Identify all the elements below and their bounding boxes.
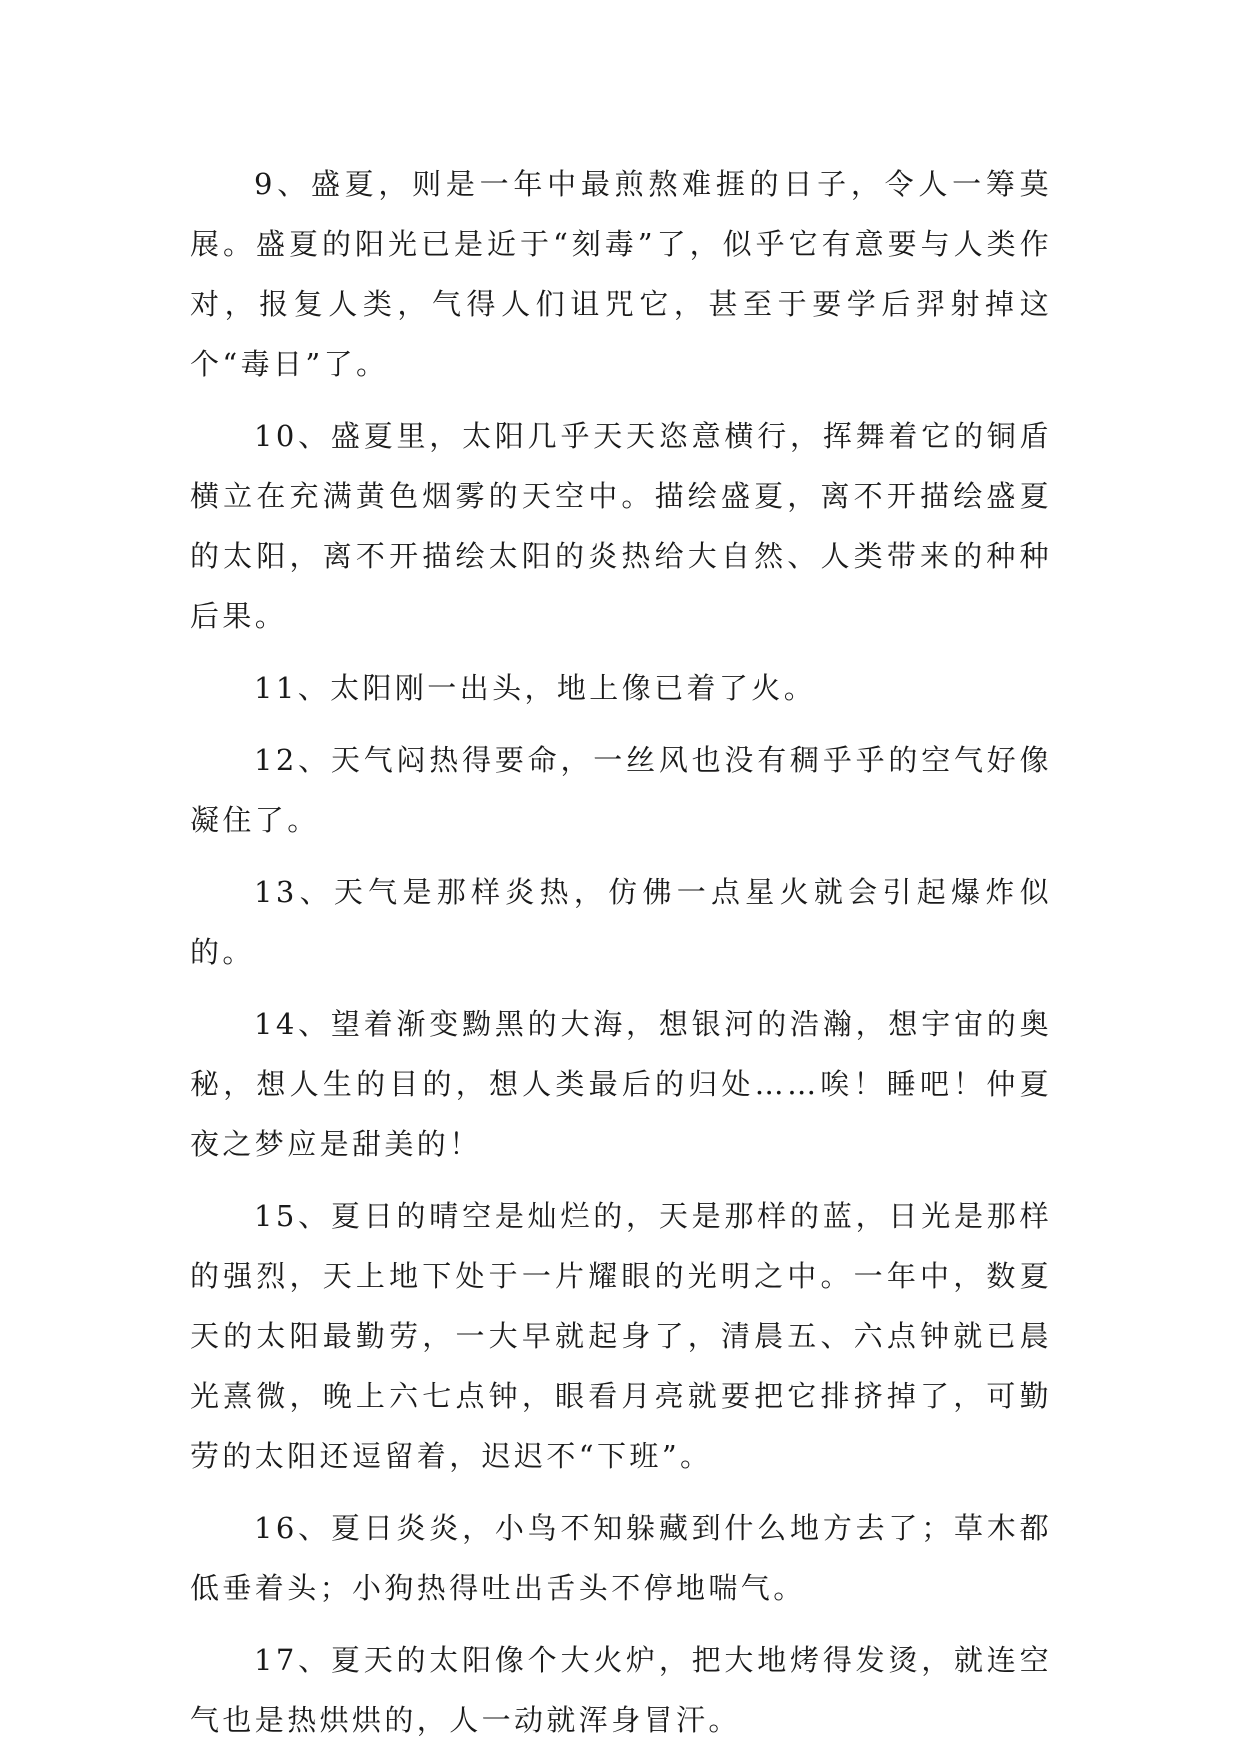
paragraph-17: 17、夏天的太阳像个大火炉，把大地烤得发烫，就连空气也是热烘烘的，人一动就浑身冒汗。 <box>190 1643 1052 1737</box>
paragraph-9: 9、盛夏，则是一年中最煎熬难捱的日子，令人一筹莫展。盛夏的阳光已是近于“刻毒”了，似乎它有意要与人类作对，报复人类，气得人们诅咒它，甚至于要学后羿射掉这个“毒日”了。 <box>190 167 1052 381</box>
paragraph-10: 10、盛夏里，太阳几乎天天恣意横行，挥舞着它的铜盾横立在充满黄色烟雾的天空中。描绘盛夏，离不开描绘盛夏的太阳，离不开描绘太阳的炎热给大自然、人类带来的种种后果。 <box>190 419 1052 633</box>
paragraph-12: 12、天气闷热得要命，一丝风也没有稠乎乎的空气好像凝住了。 <box>190 743 1052 837</box>
paragraph-15: 15、夏日的晴空是灿烂的，天是那样的蓝，日光是那样的强烈，天上地下处于一片耀眼的光明之中。一年中，数夏天的太阳最勤劳，一大早就起身了，清晨五、六点钟就已晨光熹微，晚上六七点钟，眼看月亮就要把它排挤掉了，可勤劳的太阳还逗留着，迟迟不“下班”。 <box>190 1199 1052 1473</box>
paragraph-13: 13、天气是那样炎热，仿佛一点星火就会引起爆炸似的。 <box>190 875 1052 969</box>
paragraph-16: 16、夏日炎炎，小鸟不知躲藏到什么地方去了；草木都低垂着头；小狗热得吐出舌头不停地喘气。 <box>190 1511 1052 1605</box>
paragraph-14: 14、望着渐变黝黑的大海，想银河的浩瀚，想宇宙的奥秘，想人生的目的，想人类最后的归处……唉！睡吧！仲夏夜之梦应是甜美的！ <box>190 1007 1052 1161</box>
document-page <box>190 154 1052 1762</box>
paragraph-11: 11、太阳刚一出头，地上像已着了火。 <box>254 671 817 705</box>
